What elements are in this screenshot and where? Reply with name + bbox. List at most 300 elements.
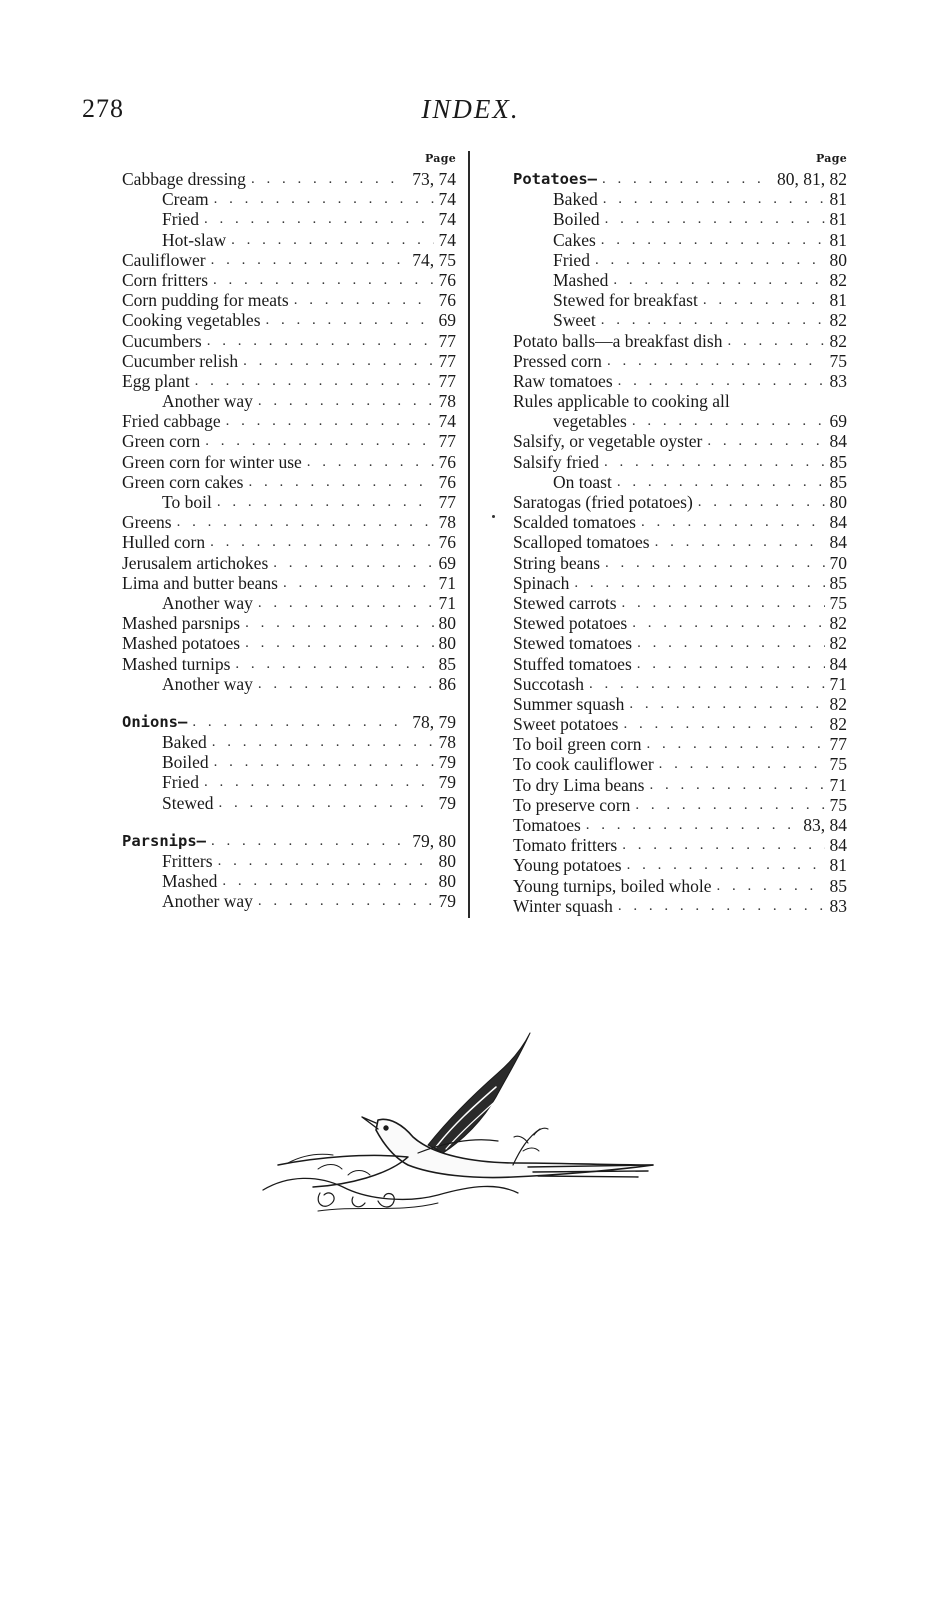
dot-leader xyxy=(211,831,407,851)
entry-page-number: 81 xyxy=(829,290,847,311)
entry-label: Succotash xyxy=(513,673,584,694)
entry-label: Parsnips— xyxy=(122,831,206,850)
entry-page-number: 82 xyxy=(829,714,847,735)
entry-label: Young potatoes xyxy=(513,855,622,876)
entry-page-number: 86 xyxy=(438,673,456,694)
entry-label: To dry Lima beans xyxy=(513,774,645,795)
entry-label: Cabbage dressing xyxy=(122,169,246,189)
index-entry-stewed-carrots xyxy=(513,593,847,613)
entry-label: Sweet xyxy=(553,310,596,331)
section-spacer xyxy=(122,813,456,831)
dot-leader xyxy=(637,654,825,674)
index-entry-saratogas-fried-potatoes xyxy=(513,492,847,512)
entry-page-number: 84 xyxy=(829,532,847,553)
dot-leader xyxy=(605,553,824,573)
index-entry-green-corn-cakes xyxy=(122,472,456,492)
dot-leader xyxy=(213,270,433,290)
dot-leader xyxy=(195,371,434,391)
entry-label: Cauliflower xyxy=(122,249,206,270)
dot-leader xyxy=(618,371,825,391)
entry-label: Stewed carrots xyxy=(513,592,617,613)
entry-label: Stewed for breakfast xyxy=(553,290,698,311)
dot-leader xyxy=(192,712,407,732)
entry-page-number: 78 xyxy=(438,512,456,533)
page-number: 278 xyxy=(82,94,124,123)
dot-leader xyxy=(266,310,434,330)
entry-label: Potato balls—a breakfast dish xyxy=(513,330,723,351)
index-entry-summer-squash xyxy=(513,694,847,714)
entry-label: Hulled corn xyxy=(122,532,206,553)
index-entry-scalloped-tomatoes xyxy=(513,532,847,552)
entry-label: Stewed xyxy=(162,792,214,813)
entry-page-number: 77 xyxy=(438,431,456,452)
entry-page-number: 82 xyxy=(829,269,847,290)
page-header xyxy=(0,94,941,134)
entry-page-number: 83 xyxy=(829,370,847,391)
index-entry-succotash xyxy=(513,674,847,694)
dot-leader xyxy=(717,876,825,896)
dot-leader xyxy=(207,331,434,351)
dot-leader xyxy=(605,209,825,229)
entry-page-number: 74 xyxy=(438,209,456,230)
dot-leader xyxy=(698,492,825,512)
dot-leader xyxy=(243,351,433,371)
entry-label: Rules applicable to cooking all xyxy=(513,391,730,412)
entry-label: Summer squash xyxy=(513,693,625,714)
entry-page-number: 78, 79 xyxy=(412,711,456,732)
dot-leader xyxy=(589,674,825,694)
index-entry-fried xyxy=(122,772,456,792)
index-entry-young-turnips-boiled-whole xyxy=(513,876,847,896)
index-entry-hot-slaw xyxy=(122,230,456,250)
dot-leader xyxy=(629,694,824,714)
entry-page-number: 78 xyxy=(438,391,456,412)
dot-leader xyxy=(258,891,434,911)
entry-label: To cook cauliflower xyxy=(513,754,654,775)
index-entry-vegetables xyxy=(513,411,847,431)
index-entry-baked xyxy=(122,732,456,752)
index-entry-greens xyxy=(122,512,456,532)
entry-label: Lima and butter beans xyxy=(122,572,278,593)
dot-leader xyxy=(586,815,798,835)
entry-page-number: 71 xyxy=(829,774,847,795)
entry-label: Cucumbers xyxy=(122,330,202,351)
index-entry-parsnips xyxy=(122,831,456,851)
index-entry-onions xyxy=(122,712,456,732)
entry-page-number: 75 xyxy=(829,794,847,815)
dot-leader xyxy=(258,593,434,613)
entry-label: Fried xyxy=(162,209,199,230)
index-entry-potatoes xyxy=(513,169,847,189)
entry-page-number: 84 xyxy=(829,835,847,856)
entry-label: To boil xyxy=(162,492,212,512)
index-entry-tomatoes xyxy=(513,815,847,835)
index-entry-egg-plant xyxy=(122,371,456,391)
entry-page-number: 82 xyxy=(829,633,847,654)
entry-page-number: 77 xyxy=(438,492,456,512)
entry-page-number: 75 xyxy=(829,592,847,613)
index-entry-baked xyxy=(513,189,847,209)
entry-label: Boiled xyxy=(553,209,600,230)
index-entry-winter-squash xyxy=(513,896,847,916)
dot-leader xyxy=(219,793,434,813)
entry-page-number: 80 xyxy=(438,871,456,892)
dot-leader xyxy=(273,553,433,573)
entry-page-number: 74 xyxy=(438,229,456,250)
entry-label: Another way xyxy=(162,592,253,613)
entry-label: Baked xyxy=(162,732,207,753)
dot-leader xyxy=(607,351,825,371)
dot-leader xyxy=(251,169,407,189)
entry-page-number: 71 xyxy=(438,572,456,593)
index-entry-spinach xyxy=(513,573,847,593)
index-entry-corn-fritters xyxy=(122,270,456,290)
dot-leader xyxy=(211,250,408,270)
index-entry-salsify-fried xyxy=(513,452,847,472)
dot-leader xyxy=(622,835,824,855)
entry-page-number: 71 xyxy=(829,673,847,694)
entry-label: Corn fritters xyxy=(122,269,209,290)
dot-leader xyxy=(632,613,824,633)
dot-leader xyxy=(632,411,825,431)
entry-page-number: 75 xyxy=(829,350,847,371)
index-entry-to-preserve-corn xyxy=(513,795,847,815)
dot-leader xyxy=(602,169,772,189)
entry-page-number: 80, 81, 82 xyxy=(777,169,847,189)
index-entry-fried xyxy=(122,209,456,229)
index-entries-left xyxy=(122,169,456,912)
entry-label: Hot-slaw xyxy=(162,229,227,250)
entry-page-number: 81 xyxy=(829,189,847,210)
index-entry-sweet-potatoes xyxy=(513,714,847,734)
entry-label: String beans xyxy=(513,552,601,573)
entry-page-number: 85 xyxy=(438,653,456,674)
index-entry-green-corn xyxy=(122,431,456,451)
entry-page-number: 85 xyxy=(829,572,847,593)
dot-leader xyxy=(601,310,825,330)
dot-leader xyxy=(214,752,434,772)
index-entry-jerusalem-artichokes xyxy=(122,553,456,573)
entry-page-number: 80 xyxy=(829,249,847,270)
index-entry-fried-cabbage xyxy=(122,411,456,431)
dot-leader xyxy=(235,654,433,674)
index-entry-rules-applicable-to-cooking-all xyxy=(513,391,847,411)
entry-label: Fried cabbage xyxy=(122,411,221,432)
entry-page-number: 85 xyxy=(829,875,847,896)
entry-page-number: 80 xyxy=(438,613,456,634)
dot-leader xyxy=(707,431,824,451)
index-entry-tomato-fritters xyxy=(513,835,847,855)
dot-leader xyxy=(635,795,824,815)
entry-label: Mashed potatoes xyxy=(122,633,241,654)
entry-label: Cooking vegetables xyxy=(122,310,261,331)
entry-page-number: 75 xyxy=(829,754,847,775)
dot-leader xyxy=(214,189,434,209)
index-entry-another-way xyxy=(122,593,456,613)
entry-page-number: 83 xyxy=(829,895,847,916)
index-entry-boiled xyxy=(122,752,456,772)
dot-leader xyxy=(622,593,825,613)
entry-label: Fritters xyxy=(162,851,213,871)
entry-label: Another way xyxy=(162,673,253,694)
dot-leader xyxy=(212,732,434,752)
dot-leader xyxy=(641,512,825,532)
index-entry-on-toast xyxy=(513,472,847,492)
index-entry-another-way xyxy=(122,674,456,694)
dot-leader xyxy=(627,855,825,875)
index-entry-cooking-vegetables xyxy=(122,310,456,330)
entry-label: Pressed corn xyxy=(513,350,602,371)
entry-page-number: 81 xyxy=(829,209,847,230)
entry-label: Onions— xyxy=(122,712,188,731)
entry-page-number: 76 xyxy=(438,532,456,553)
entry-label: Mashed xyxy=(553,269,609,290)
entry-page-number: 69 xyxy=(438,310,456,331)
entry-page-number: 76 xyxy=(438,269,456,290)
dot-leader xyxy=(574,573,824,593)
index-entry-green-corn-for-winter-use xyxy=(122,452,456,472)
entry-label: Spinach xyxy=(513,572,570,593)
index-entry-raw-tomatoes xyxy=(513,371,847,391)
entry-label: Raw tomatoes xyxy=(513,370,613,391)
entry-page-number: 73, 74 xyxy=(412,169,456,189)
dot-leader xyxy=(245,633,433,653)
ink-speck xyxy=(492,515,495,518)
entry-page-number: 81 xyxy=(829,855,847,876)
entry-label: Salsify, or vegetable oyster xyxy=(513,431,703,452)
entry-label: Fried xyxy=(553,249,590,270)
dot-leader xyxy=(218,851,434,871)
entry-page-number: 84 xyxy=(829,653,847,674)
index-entry-scalded-tomatoes xyxy=(513,512,847,532)
dot-leader xyxy=(217,492,434,512)
entry-label: Salsify fried xyxy=(513,451,600,472)
index-entry-fritters xyxy=(122,851,456,871)
entry-page-number: 70 xyxy=(829,552,847,573)
entry-page-number: 74 xyxy=(438,411,456,432)
entry-label: Greens xyxy=(122,512,172,533)
entry-label: To preserve corn xyxy=(513,794,631,815)
entry-label: Green corn for winter use xyxy=(122,451,302,472)
index-entry-fried xyxy=(513,250,847,270)
index-entry-stewed-potatoes xyxy=(513,613,847,633)
column-divider xyxy=(468,151,470,918)
dot-leader xyxy=(204,772,434,792)
entry-label: To boil green corn xyxy=(513,734,642,755)
dot-leader xyxy=(258,391,434,411)
dot-leader xyxy=(307,452,434,472)
index-entry-mashed-parsnips xyxy=(122,613,456,633)
index-entry-to-boil xyxy=(122,492,456,512)
entry-label: Mashed turnips xyxy=(122,653,231,674)
dot-leader xyxy=(177,512,434,532)
bird-ornament-icon xyxy=(258,1025,668,1220)
dot-leader xyxy=(604,452,824,472)
entry-label: Mashed parsnips xyxy=(122,613,241,634)
dot-leader xyxy=(727,331,824,351)
entry-page-number: 78 xyxy=(438,732,456,753)
entry-label: Winter squash xyxy=(513,895,613,916)
index-entry-mashed-potatoes xyxy=(122,633,456,653)
entry-label: Tomatoes xyxy=(513,815,581,835)
entry-page-number: 85 xyxy=(829,451,847,472)
dot-leader xyxy=(637,633,824,653)
index-entry-stewed-tomatoes xyxy=(513,633,847,653)
index-entry-cauliflower xyxy=(122,250,456,270)
index-entry-sweet xyxy=(513,310,847,330)
entry-page-number: 84 xyxy=(829,512,847,533)
entry-label: Scalloped tomatoes xyxy=(513,532,650,553)
dot-leader xyxy=(222,871,433,891)
entry-label: Stewed tomatoes xyxy=(513,633,633,654)
dot-leader xyxy=(258,674,434,694)
entry-label: Scalded tomatoes xyxy=(513,512,636,533)
entry-page-number: 77 xyxy=(829,734,847,755)
dot-leader xyxy=(210,532,433,552)
entry-page-number: 84 xyxy=(829,431,847,452)
page-column-label: Page xyxy=(816,152,847,165)
section-spacer xyxy=(122,694,456,712)
entry-label: Another way xyxy=(162,391,253,412)
entry-label: Young turnips, boiled whole xyxy=(513,875,712,896)
dot-leader xyxy=(204,209,434,229)
dot-leader xyxy=(283,573,434,593)
index-entry-to-cook-cauliflower xyxy=(513,754,847,774)
entry-page-number: 82 xyxy=(829,693,847,714)
entry-label: Baked xyxy=(553,189,598,210)
entry-page-number: 76 xyxy=(438,471,456,492)
dot-leader xyxy=(703,290,825,310)
index-entry-salsify-or-vegetable-oyster xyxy=(513,431,847,451)
entry-label: vegetables xyxy=(553,411,627,432)
entry-page-number: 77 xyxy=(438,330,456,351)
entry-label: Egg plant xyxy=(122,370,190,391)
dot-leader xyxy=(623,714,824,734)
index-entry-potato-balls-a-breakfast-dish xyxy=(513,331,847,351)
entry-page-number: 77 xyxy=(438,370,456,391)
index-entry-to-boil-green-corn xyxy=(513,734,847,754)
entry-label: Green corn cakes xyxy=(122,471,244,492)
entry-label: Cucumber relish xyxy=(122,350,239,371)
entry-label: Potatoes— xyxy=(513,170,597,188)
index-entry-hulled-corn xyxy=(122,532,456,552)
dot-leader xyxy=(617,472,825,492)
entry-label: On toast xyxy=(553,471,612,492)
entry-page-number: 71 xyxy=(438,592,456,613)
dot-leader xyxy=(603,189,825,209)
entry-label: Tomato fritters xyxy=(513,835,618,856)
entry-label: Cream xyxy=(162,189,209,210)
index-entry-pressed-corn xyxy=(513,351,847,371)
index-entry-mashed xyxy=(513,270,847,290)
index-entry-lima-and-butter-beans xyxy=(122,573,456,593)
entry-page-number: 69 xyxy=(829,411,847,432)
index-entry-cabbage-dressing xyxy=(122,169,456,189)
entry-page-number: 79, 80 xyxy=(412,830,456,851)
index-entry-cucumbers xyxy=(122,331,456,351)
entry-label: Corn pudding for meats xyxy=(122,290,289,311)
entry-label: Stewed potatoes xyxy=(513,613,628,634)
index-entry-cream xyxy=(122,189,456,209)
index-entry-another-way xyxy=(122,391,456,411)
dot-leader xyxy=(205,431,433,451)
entry-label: Cakes xyxy=(553,229,596,250)
index-entry-young-potatoes xyxy=(513,855,847,875)
entry-page-number: 74, 75 xyxy=(412,249,456,270)
entry-page-number: 79 xyxy=(438,752,456,773)
dot-leader xyxy=(655,532,825,552)
entry-label: Stuffed tomatoes xyxy=(513,653,632,674)
dot-leader xyxy=(294,290,434,310)
index-entry-cakes xyxy=(513,230,847,250)
index-entry-stewed xyxy=(122,793,456,813)
entry-page-number: 79 xyxy=(438,792,456,813)
index-entry-mashed xyxy=(122,871,456,891)
entry-label: Boiled xyxy=(162,752,209,773)
entry-page-number: 76 xyxy=(438,290,456,311)
dot-leader xyxy=(226,411,434,431)
entry-page-number: 79 xyxy=(438,772,456,793)
index-entry-mashed-turnips xyxy=(122,654,456,674)
dot-leader xyxy=(613,270,824,290)
entry-label: Jerusalem artichokes xyxy=(122,552,269,573)
dot-leader xyxy=(248,472,433,492)
entry-label: Saratogas (fried potatoes) xyxy=(513,492,693,512)
index-entry-corn-pudding-for-meats xyxy=(122,290,456,310)
entry-label: Green corn xyxy=(122,431,201,452)
dot-leader xyxy=(618,896,825,916)
entry-label: Sweet potatoes xyxy=(513,714,619,735)
entry-label: Mashed xyxy=(162,871,218,892)
index-entries-right xyxy=(513,169,847,916)
entry-page-number: 83, 84 xyxy=(803,815,847,835)
entry-page-number: 77 xyxy=(438,350,456,371)
entry-label: Another way xyxy=(162,891,253,912)
index-entry-another-way xyxy=(122,891,456,911)
index-column-left xyxy=(122,148,456,912)
index-entry-stewed-for-breakfast xyxy=(513,290,847,310)
dot-leader xyxy=(231,230,433,250)
entry-page-number: 79 xyxy=(438,891,456,912)
dot-leader xyxy=(659,754,825,774)
dot-leader xyxy=(595,250,825,270)
entry-page-number: 81 xyxy=(829,229,847,250)
dot-leader xyxy=(601,230,825,250)
entry-label: Fried xyxy=(162,772,199,793)
dot-leader xyxy=(649,775,824,795)
entry-page-number: 74 xyxy=(438,189,456,210)
entry-page-number: 80 xyxy=(438,851,456,871)
index-entry-boiled xyxy=(513,209,847,229)
index-entry-cucumber-relish xyxy=(122,351,456,371)
index-entry-to-dry-lima-beans xyxy=(513,775,847,795)
entry-page-number: 82 xyxy=(829,310,847,331)
index-entry-stuffed-tomatoes xyxy=(513,654,847,674)
index-entry-string-beans xyxy=(513,553,847,573)
entry-page-number: 85 xyxy=(829,471,847,492)
page-title: INDEX. xyxy=(421,94,520,124)
entry-page-number: 80 xyxy=(438,633,456,654)
entry-page-number: 82 xyxy=(829,613,847,634)
index-column-right xyxy=(513,148,847,916)
dot-leader xyxy=(245,613,433,633)
entry-page-number: 80 xyxy=(829,492,847,512)
dot-leader xyxy=(647,734,825,754)
entry-page-number: 69 xyxy=(438,552,456,573)
entry-page-number: 76 xyxy=(438,451,456,472)
entry-page-number: 82 xyxy=(829,330,847,351)
page-column-label: Page xyxy=(425,152,456,165)
